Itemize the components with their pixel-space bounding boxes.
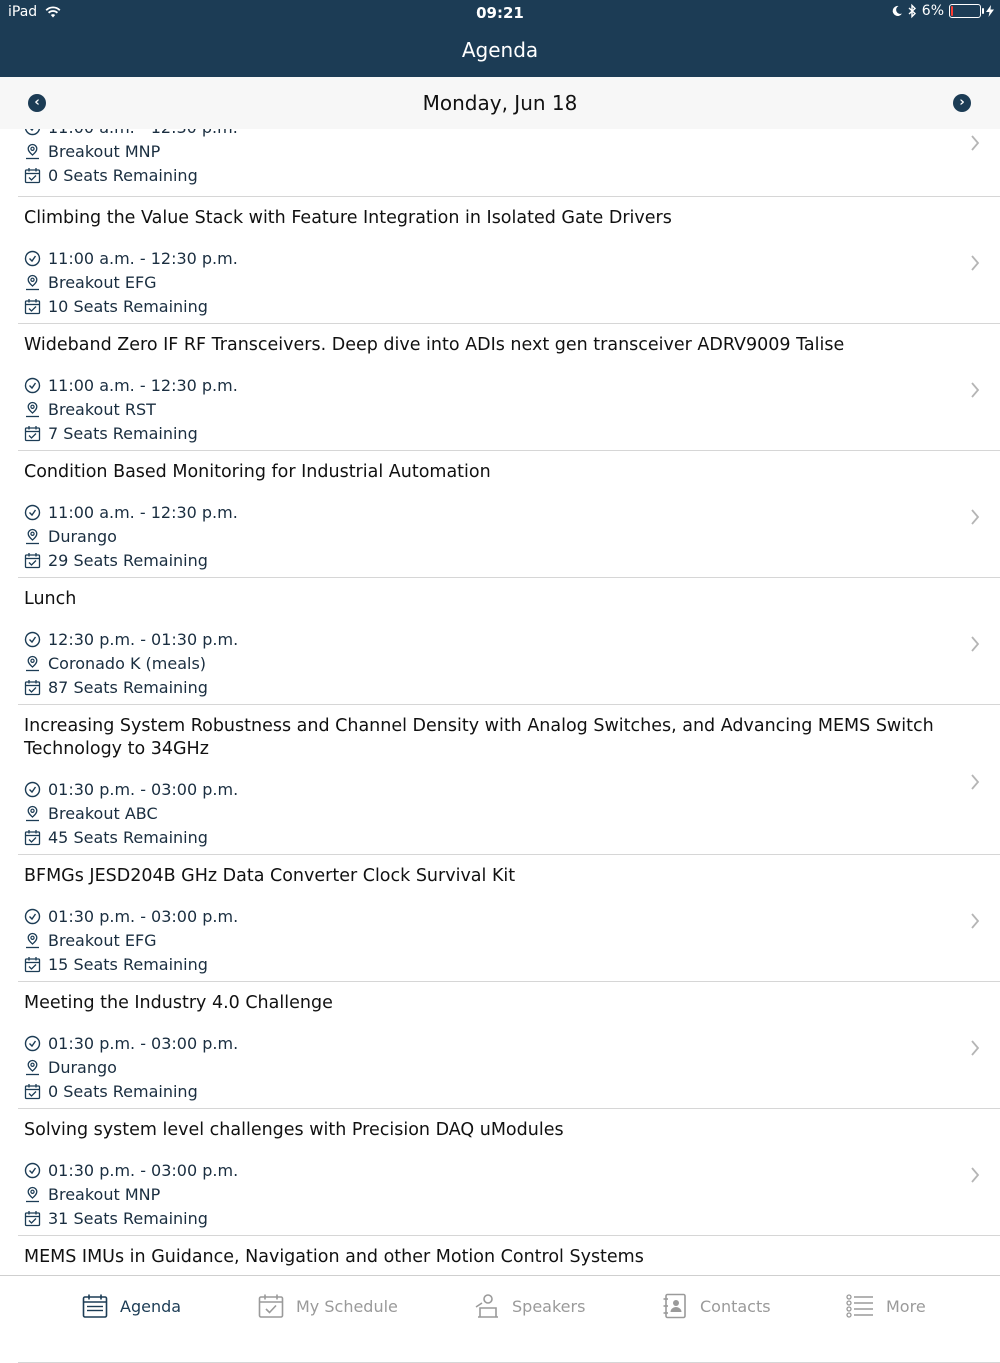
clock-icon [24, 1162, 41, 1179]
session-time-row [24, 501, 238, 523]
session-time-row [24, 247, 238, 269]
session-time-row [24, 374, 238, 396]
session-time: 01:30 p.m. - 03:00 p.m. [48, 906, 239, 926]
status-bar [0, 0, 1000, 26]
chevron-right-icon [968, 771, 982, 793]
session-time: 01:30 p.m. - 03:00 p.m. [48, 1033, 239, 1053]
session-time: 01:30 p.m. - 03:00 p.m. [48, 1160, 239, 1180]
seats-calendar-icon [24, 167, 41, 184]
location-pin-icon [24, 528, 41, 545]
session-location: Durango [48, 526, 117, 546]
session-time: 11:00 a.m. - 12:30 p.m. [48, 375, 238, 395]
chevron-right-icon [968, 1164, 982, 1186]
session-title: Increasing System Robustness and Channel Density with Analog Switches, and Advancing MEMS Switch Technology to 34GHz [24, 716, 934, 759]
clock-icon [24, 504, 41, 521]
session-item[interactable] [0, 197, 1000, 324]
session-time-row [24, 1159, 238, 1181]
chevron-right-icon [968, 633, 982, 655]
tab-label: Speakers [512, 1296, 586, 1316]
session-location: Breakout EFG [48, 272, 157, 292]
session-location-row [24, 929, 157, 951]
bluetooth-icon [908, 4, 917, 18]
seats-calendar-icon [24, 829, 41, 846]
chevron-right-icon [968, 379, 982, 401]
seats-calendar-icon [24, 1210, 41, 1227]
session-location: Breakout EFG [48, 930, 157, 950]
tab-bar [0, 1275, 1000, 1334]
page-title: Agenda [461, 38, 539, 62]
session-location-row [24, 271, 157, 293]
session-seats-row [24, 422, 198, 444]
session-location-row [24, 652, 206, 674]
chevron-right-icon [968, 132, 982, 154]
session-time-row [24, 905, 238, 927]
seats-calendar-icon [24, 1083, 41, 1100]
session-seats: 31 Seats Remaining [48, 1208, 208, 1228]
session-location: Breakout RST [48, 399, 156, 419]
session-seats-row [24, 295, 208, 317]
tab-more[interactable] [846, 1293, 926, 1319]
tab-label: Contacts [700, 1296, 771, 1316]
clock-icon [24, 908, 41, 925]
session-title: BFMGs JESD204B GHz Data Converter Clock Survival Kit [24, 866, 516, 886]
location-pin-icon [24, 655, 41, 672]
current-date: Monday, Jun 18 [422, 91, 578, 115]
session-title: Meeting the Industry 4.0 Challenge [24, 993, 333, 1013]
session-seats: 10 Seats Remaining [48, 296, 208, 316]
clock: 09:21 [476, 4, 524, 22]
session-location-row [24, 1183, 160, 1205]
session-seats: 0 Seats Remaining [48, 1081, 198, 1101]
session-seats-row [24, 826, 208, 848]
session-seats: 45 Seats Remaining [48, 827, 208, 847]
location-pin-icon [24, 1059, 41, 1076]
seats-calendar-icon [24, 679, 41, 696]
tab-speakers[interactable] [474, 1293, 585, 1319]
session-seats-row [24, 549, 208, 571]
session-item[interactable] [0, 705, 1000, 855]
tab-label: My Schedule [296, 1296, 398, 1316]
session-title: Condition Based Monitoring for Industrial Automation [24, 462, 491, 482]
contact-book-icon [662, 1293, 688, 1319]
location-pin-icon [24, 143, 41, 160]
chevron-right-icon [968, 1037, 982, 1059]
calendar-icon [82, 1293, 108, 1319]
clock-icon [24, 781, 41, 798]
session-seats: 0 Seats Remaining [48, 165, 198, 185]
session-location: Coronado K (meals) [48, 653, 207, 673]
location-pin-icon [24, 401, 41, 418]
session-seats: 7 Seats Remaining [48, 423, 198, 443]
session-item[interactable] [0, 982, 1000, 1109]
tab-agenda[interactable] [82, 1293, 181, 1319]
session-time-row [24, 1032, 238, 1054]
location-pin-icon [24, 805, 41, 822]
session-location-row [24, 140, 160, 162]
battery-percent: 6% [921, 3, 944, 19]
seats-calendar-icon [24, 552, 41, 569]
session-location: Breakout MNP [48, 1184, 161, 1204]
seats-calendar-icon [24, 956, 41, 973]
speaker-podium-icon [474, 1293, 500, 1319]
session-title: Solving system level challenges with Precision DAQ uModules [24, 1120, 564, 1140]
session-seats: 29 Seats Remaining [48, 550, 208, 570]
charging-icon [986, 5, 994, 17]
previous-day-button[interactable]: ‹ [28, 94, 46, 112]
seats-calendar-icon [24, 298, 41, 315]
battery-level [951, 6, 953, 16]
session-time: 11:00 a.m. - 12:30 p.m. [48, 502, 238, 522]
session-seats: 87 Seats Remaining [48, 677, 208, 697]
tab-label: More [886, 1296, 926, 1316]
clock-icon [24, 377, 41, 394]
location-pin-icon [24, 274, 41, 291]
session-location-row [24, 398, 156, 420]
chevron-right-icon [968, 252, 982, 274]
session-location: Breakout ABC [48, 803, 158, 823]
session-location: Durango [48, 1057, 117, 1077]
clock-icon [24, 250, 41, 267]
session-item[interactable] [0, 1109, 1000, 1236]
session-seats-row [24, 164, 198, 186]
list-icon [846, 1293, 874, 1319]
session-seats-row [24, 1080, 198, 1102]
session-time-row [24, 778, 238, 800]
location-pin-icon [24, 932, 41, 949]
clock-icon [24, 1035, 41, 1052]
session-time-row [24, 628, 238, 650]
chevron-right-icon [968, 910, 982, 932]
session-time: 11:00 a.m. - 12:30 p.m. [48, 248, 238, 268]
device-name: iPad [8, 4, 38, 20]
session-location-row [24, 1056, 117, 1078]
session-seats-row [24, 953, 208, 975]
session-item[interactable] [0, 324, 1000, 451]
session-item[interactable] [0, 855, 1000, 982]
session-seats-row [24, 676, 208, 698]
session-location: Breakout MNP [48, 141, 161, 161]
tab-label: Agenda [120, 1296, 182, 1316]
date-bar [0, 77, 1000, 129]
clock-icon [24, 631, 41, 648]
session-item[interactable] [0, 578, 1000, 705]
session-item[interactable] [0, 451, 1000, 578]
calendar-check-icon [258, 1293, 284, 1319]
chevron-right-icon [968, 506, 982, 528]
moon-icon [891, 5, 903, 17]
session-location-row [24, 525, 117, 547]
battery-icon [949, 4, 981, 18]
session-time: 12:30 p.m. - 01:30 p.m. [48, 629, 239, 649]
next-day-button[interactable]: › [953, 94, 971, 112]
session-list[interactable] [0, 129, 1000, 1275]
location-pin-icon [24, 1186, 41, 1203]
session-title: Wideband Zero IF RF Transceivers. Deep dive into ADIs next gen transceiver ADRV9009 Talise [24, 335, 845, 355]
tab-my-schedule[interactable] [258, 1293, 398, 1319]
seats-calendar-icon [24, 425, 41, 442]
session-time: 01:30 p.m. - 03:00 p.m. [48, 779, 239, 799]
session-location-row [24, 802, 158, 824]
session-seats: 15 Seats Remaining [48, 954, 208, 974]
session-title: Lunch [24, 589, 77, 609]
session-title: MEMS IMUs in Guidance, Navigation and other Motion Control Systems [24, 1247, 644, 1267]
session-title: Climbing the Value Stack with Feature Integration in Isolated Gate Drivers [24, 208, 672, 228]
tab-contacts[interactable] [662, 1293, 771, 1319]
session-seats-row [24, 1207, 208, 1229]
